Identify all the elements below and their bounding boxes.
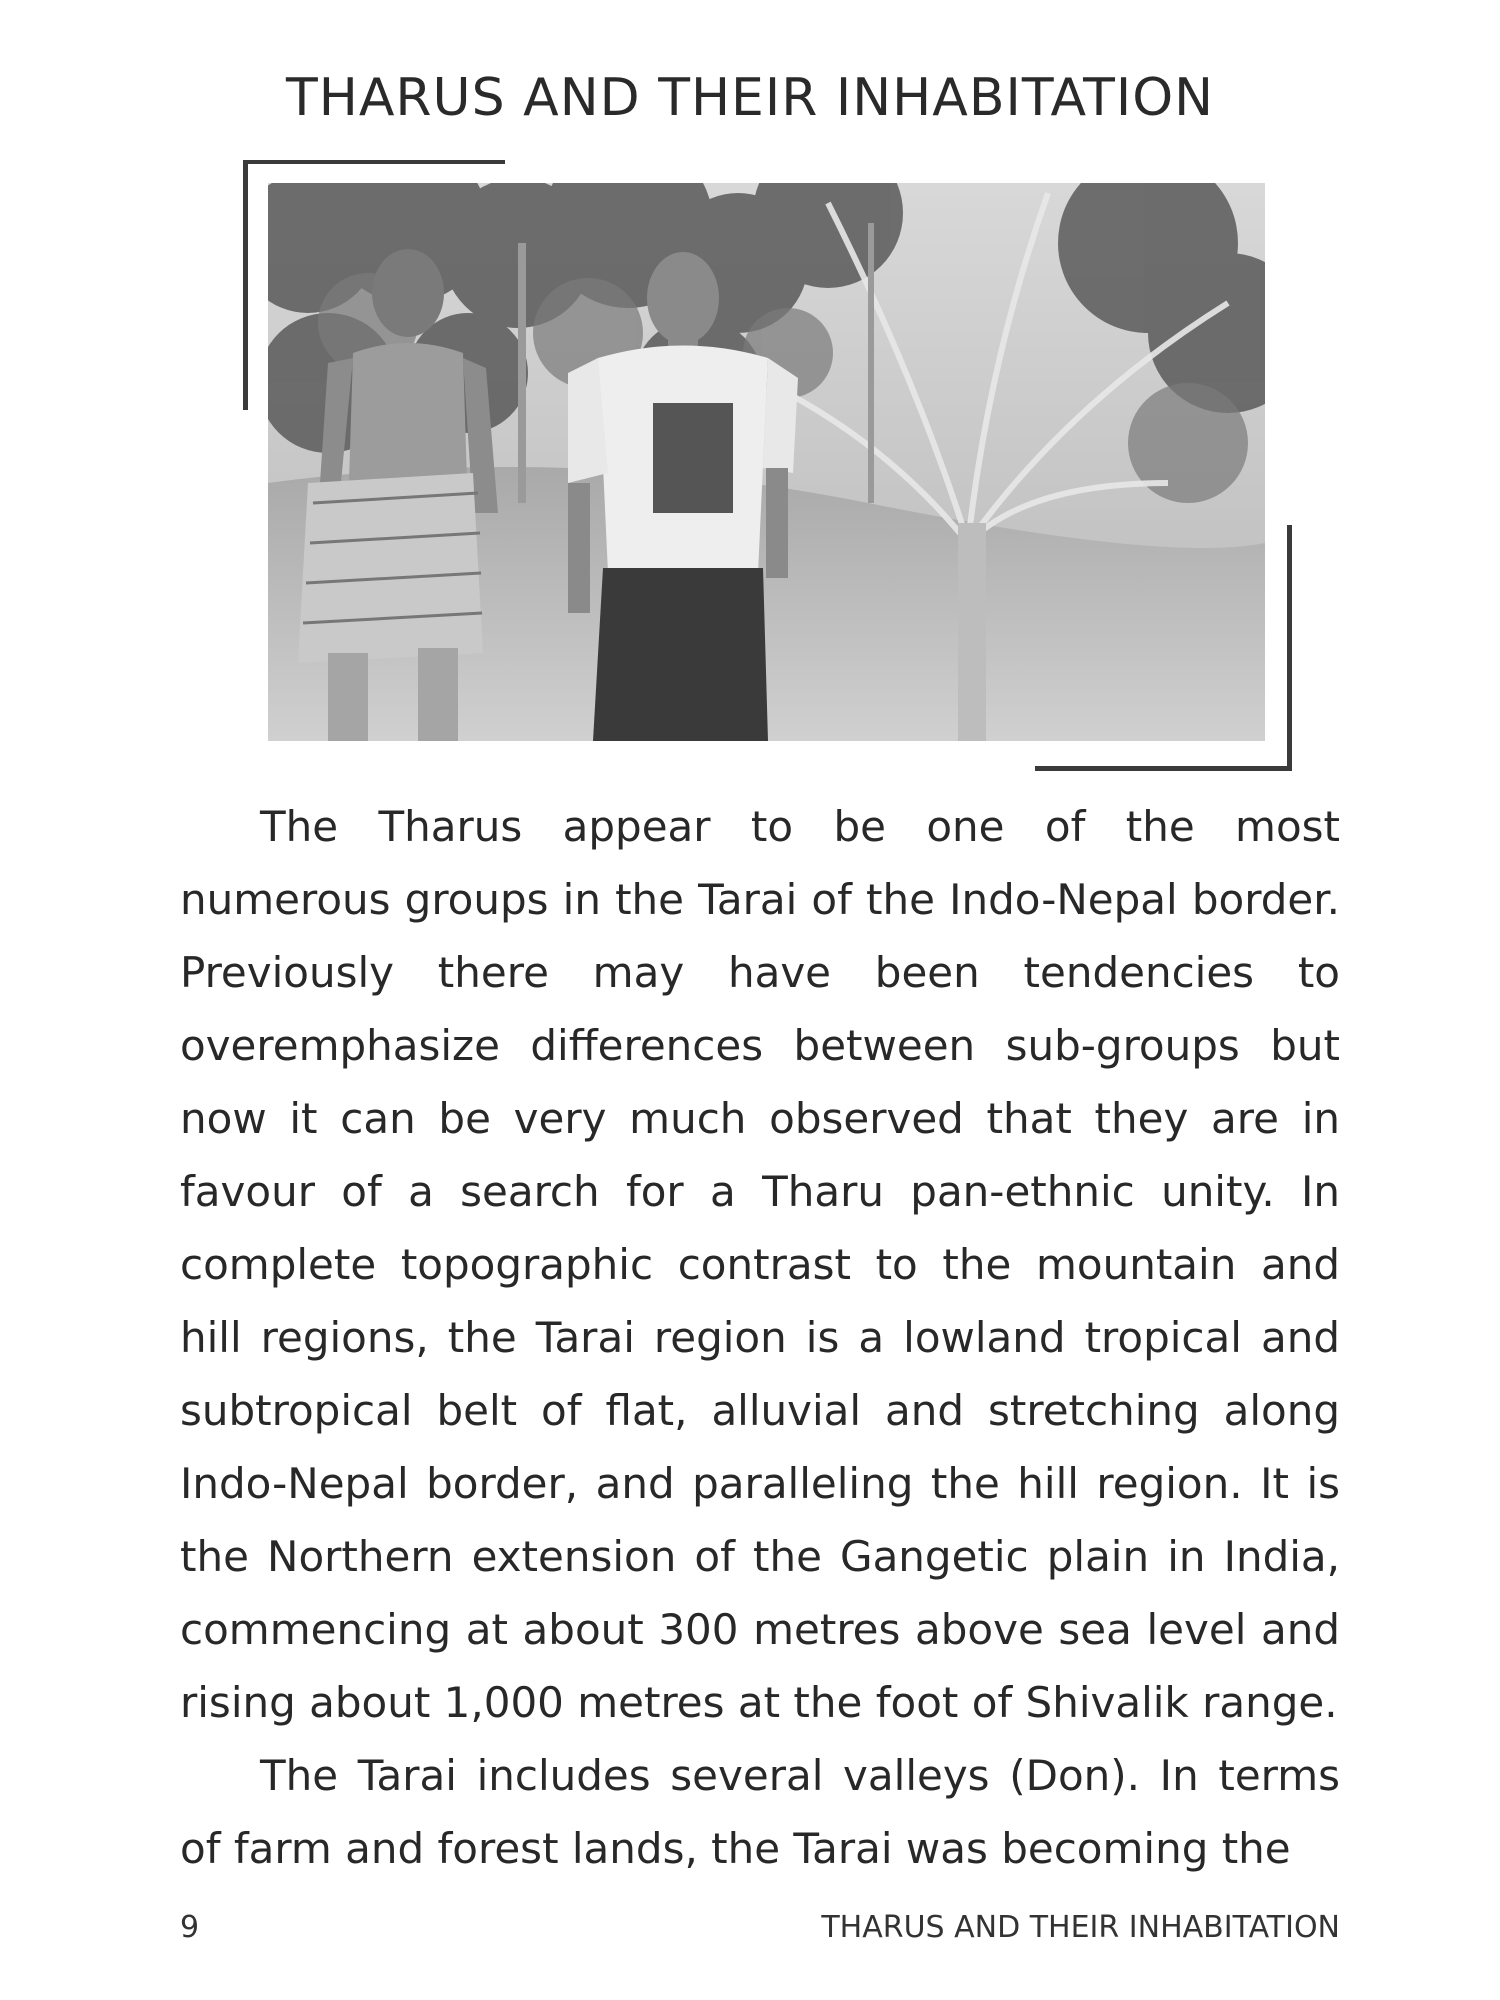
frame-top-left-vertical — [243, 160, 248, 410]
photo-illustration — [268, 183, 1265, 741]
paragraph: The Tharus appear to be one of the most numerous groups in the Tarai of the Indo-Nepal border. Previously there may have been tendencies to overemphasize differences between sub-groups but now it can be very much observed that they are in favour of a search for a Tharu pan-ethnic unity. In complete topographic contrast to the mountain and hill regions, the Tarai region is a lowland tropical and subtropical belt of flat, alluvial and stretching along Indo-Nepal border, and paralleling the hill region. It is the Northern extension of the Gangetic plain in India, commencing at about 300 metres above sea level and rising about 1,000 metres at the foot of Shivalik range. — [180, 802, 1340, 1727]
running-footer-title: THARUS AND THEIR INHABITATION — [821, 1910, 1340, 1945]
body-text — [180, 790, 1340, 1885]
page-title: THARUS AND THEIR INHABITATION — [285, 68, 1215, 128]
page-number: 9 — [180, 1910, 200, 1945]
frame-bottom-right-vertical — [1287, 525, 1292, 770]
paragraph: The Tarai includes several valleys (Don). In terms of farm and forest lands, the Tarai was becoming the — [180, 1751, 1340, 1873]
frame-bottom-right-horizontal — [1035, 766, 1292, 771]
photo-two-men-icon — [268, 183, 1265, 741]
frame-top-left-horizontal — [243, 160, 505, 164]
